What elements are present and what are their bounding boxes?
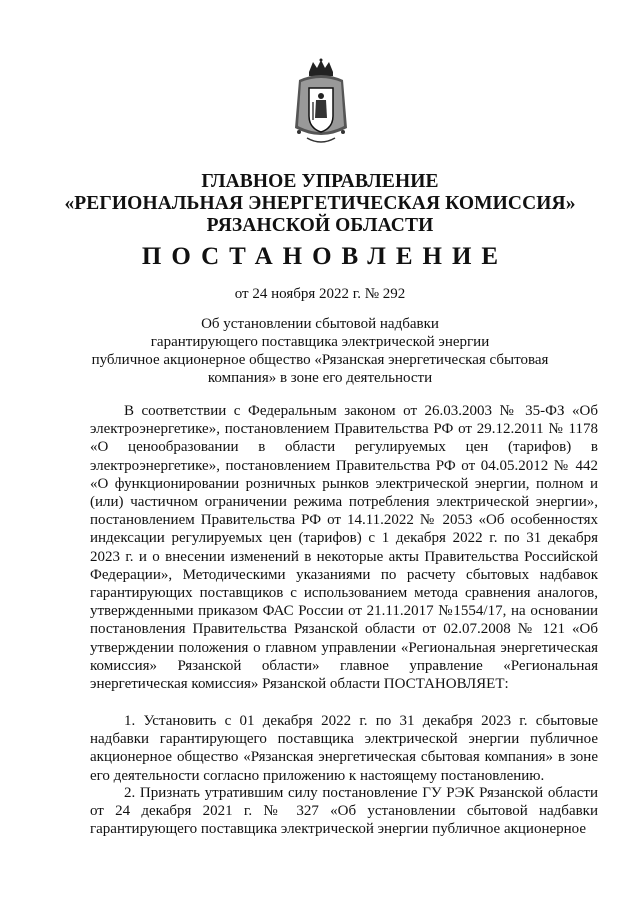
document-type-title: ПОСТАНОВЛЕНИЕ <box>141 243 509 270</box>
org-name-line-2: «РЕГИОНАЛЬНАЯ ЭНЕРГЕТИЧЕСКАЯ КОМИССИЯ» <box>64 193 576 214</box>
date-and-number: от 24 ноября 2022 г. № 292 <box>234 286 406 302</box>
subject-line-2: гарантирующего поставщика электрической энергии <box>150 334 490 350</box>
item-1-paragraph: 1. Установить с 01 декабря 2022 г. по 31 декабря 2023 г. сбытовые надбавки гарантирующего поставщика электрической энергии публичное акционерное общество «Рязанская энергетическая сбытовая компания» в зоне его деятельности согласно приложению к настоящему постановлению. <box>90 713 598 784</box>
org-name-line-3: РЯЗАНСКОЙ ОБЛАСТИ <box>206 215 434 236</box>
preamble-paragraph: В соответствии с Федеральным законом от 26.03.2003 № 35-ФЗ «Об электроэнергетике», постановлением Правительства РФ от 29.12.2011 № 1178 «О ценообразовании в области регулируемых цен (тарифов) в электроэнергетике», постановлением Правительства РФ от 04.05.2012 № 442 «О функционировании розничных рынков электрической энергии, полном и (или) частичном ограничении режима потребления электрической энергии», постановлением Правительства РФ от 14.11.2022 № 2053 «Об особенностях индексации регулируемых цен (тарифов) с 1 декабря 2022 г. по 31 декабря 2023 г. и о внесении изменений в некоторые акты Правительства Российской Федерации», Методическими указаниями по расчету сбытовых надбавок гарантирующих поставщиков с использованием метода сравнения аналогов, утвержденными приказом ФАС России от 21.11.2017 №1554/17, на основании постановления Правительства Рязанской области от 02.07.2008 № 121 «Об утверждении положения о главном управлении «Региональная энергетическая комиссия» Рязанской области» главное управление «Региональная энергетическая комиссия» Рязанской области ПОСТАНОВЛЯЕТ: <box>90 403 598 693</box>
subject-line-3: публичное акционерное общество «Рязанская энергетическая сбытовая <box>91 352 549 368</box>
subject-block <box>0 315 640 387</box>
body-item-2-block <box>90 784 598 839</box>
subject-line-4: компания» в зоне его деятельности <box>207 370 433 386</box>
subject-line-1: Об установлении сбытовой надбавки <box>201 316 439 332</box>
body-preamble-block <box>90 402 598 693</box>
org-name-line-1: ГЛАВНОЕ УПРАВЛЕНИЕ <box>201 171 439 192</box>
body-item-1-block <box>90 712 598 785</box>
item-2-paragraph: 2. Признать утратившим силу постановление ГУ РЭК Рязанской области от 24 декабря 2021 г. № 327 «Об установлении сбытовой надбавки гарантирующего поставщика электрической энергии публичное акционерное <box>90 785 598 838</box>
coat-of-arms-emblem <box>291 58 351 146</box>
